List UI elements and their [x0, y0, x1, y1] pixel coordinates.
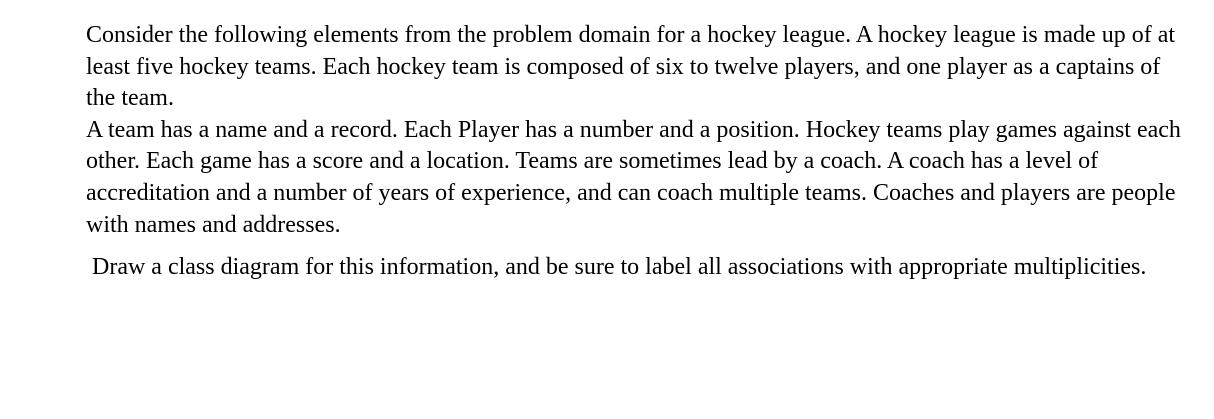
- paragraph-problem-domain: Consider the following elements from the problem domain for a hockey league. A hockey league is made up of at least five hockey teams. Each hockey team is composed of six to twelve players, and one player as a captains of the team.: [86, 22, 1176, 112]
- document-body: [86, 20, 1186, 284]
- paragraph-instruction: Draw a class diagram for this information, and be sure to label all associations with appropriate multiplicities.: [86, 254, 1147, 281]
- paragraph-attributes: A team has a name and a record. Each Player has a number and a position. Hockey teams play games against each other. Each game has a score and a location. Teams are sometimes lead by a coach. A coach has a level of accreditation and a number of years of experience, and can coach multiple teams. Coaches and players are people with names and addresses.: [86, 116, 1181, 238]
